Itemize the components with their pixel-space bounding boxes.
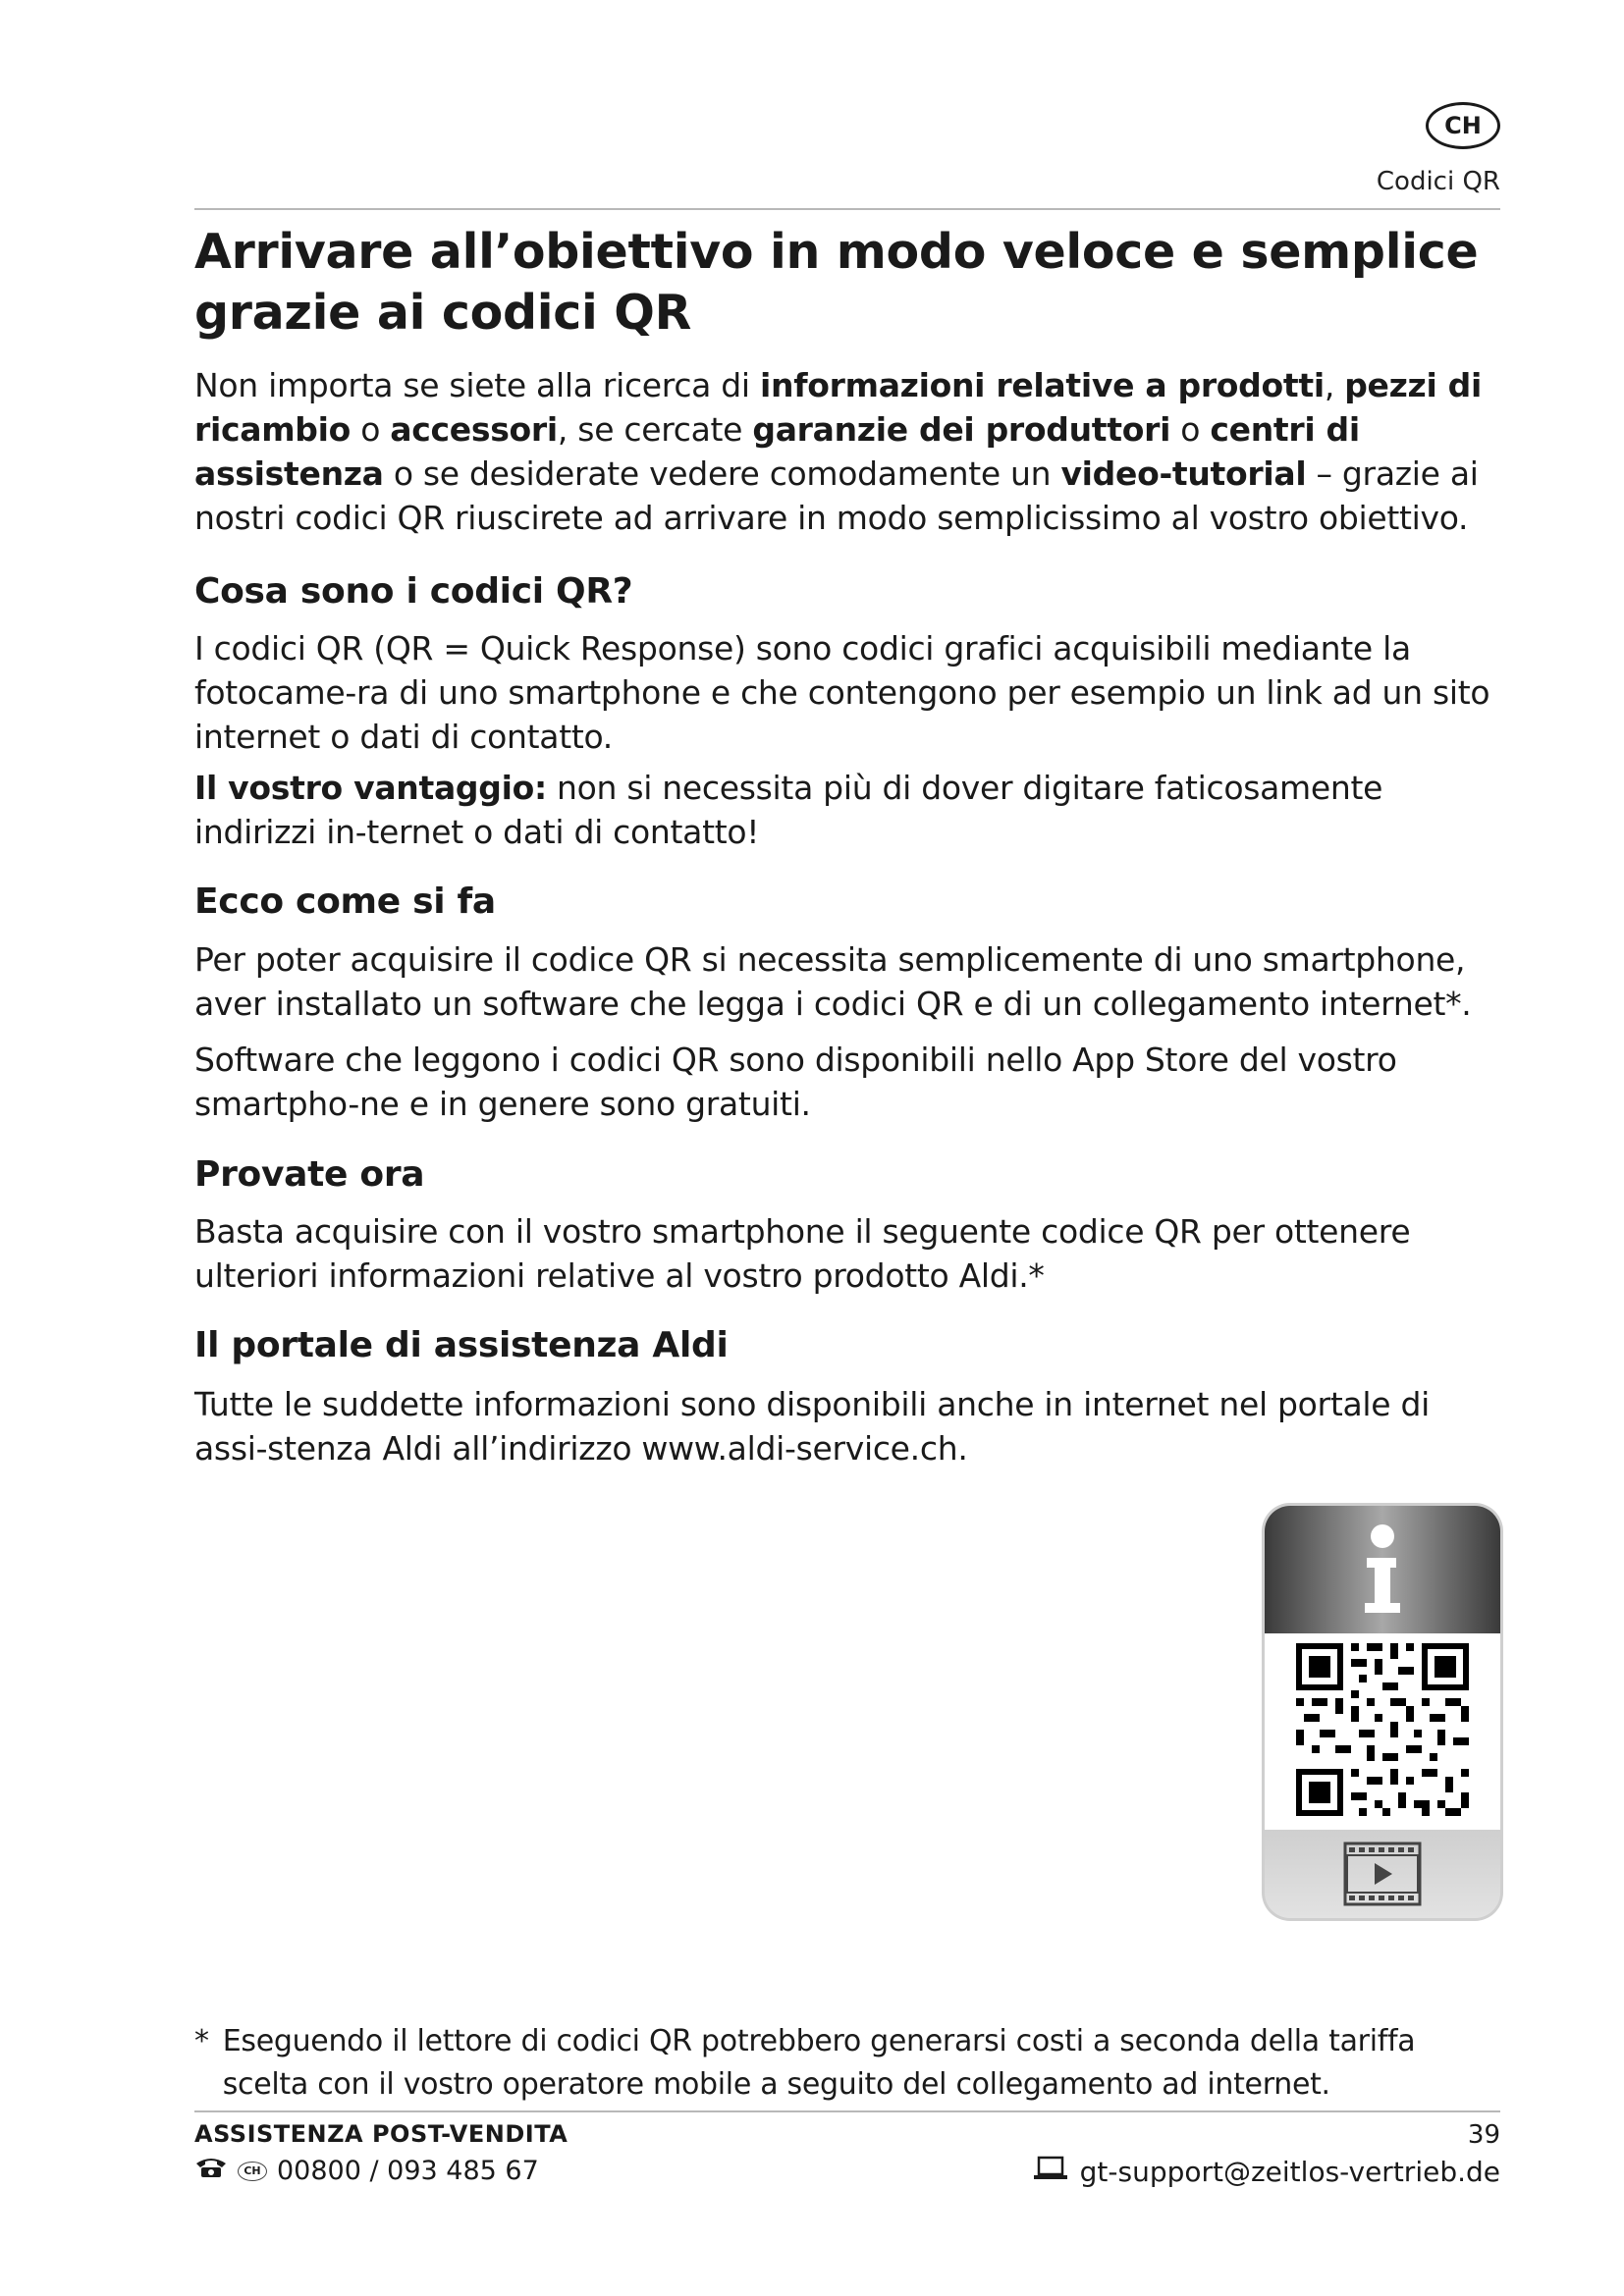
section-heading-what: Cosa sono i codici QR? xyxy=(194,571,633,612)
intro-text: , se cercate xyxy=(557,410,753,449)
video-play-icon xyxy=(1265,1830,1500,1918)
footer-phone xyxy=(194,2156,539,2186)
footer-email xyxy=(1033,2156,1500,2188)
how-paragraph-2: Software che leggono i codici QR sono disponibili nello App Store del vostro smartpho-ne e in genere sono gratuiti. xyxy=(194,1041,1397,1123)
intro-text: , xyxy=(1324,366,1345,404)
try-paragraph: Basta acquisire con il vostro smartphone il seguente codice QR per ottenere ulteriori informazioni relative al vostro prodotto Aldi.* xyxy=(194,1212,1411,1295)
header-divider xyxy=(194,208,1500,210)
advantage-paragraph xyxy=(194,766,1510,854)
qr-code xyxy=(1265,1633,1500,1830)
portal-paragraph: Tutte le suddette informazioni sono disponibili anche in internet nel portale di assi-stenza Aldi all’indirizzo www.aldi-service.ch. xyxy=(194,1385,1430,1468)
page-title: Arrivare all’obiettivo in modo veloce e semplice grazie ai codici QR xyxy=(194,224,1479,341)
footer-divider xyxy=(194,2110,1500,2112)
phone-number: 00800 / 093 485 67 xyxy=(277,2156,539,2186)
footnote-text: Eseguendo il lettore di codici QR potrebbero generarsi costi a seconda della tariffa scelta con il vostro operatore mobile a seguito del collegamento ad internet. xyxy=(222,2024,1416,2102)
footnote-marker: * xyxy=(194,2024,209,2058)
country-code: CH xyxy=(1444,112,1482,139)
intro-text: o xyxy=(1170,410,1211,449)
phone-icon xyxy=(194,2156,228,2186)
section-heading-portal: Il portale di assistenza Aldi xyxy=(194,1325,729,1365)
intro-bold-accessories: accessori xyxy=(390,410,558,449)
intro-bold-spare-parts: pezzi di ricambio xyxy=(194,366,1482,449)
intro-bold-warranties: garanzie dei produttori xyxy=(752,410,1171,449)
intro-text: – grazie ai nostri codici QR riuscirete ad arrivare in modo semplicissimo al vostro obiettivo. xyxy=(194,454,1479,537)
intro-bold-service-centers: centri di assistenza xyxy=(194,410,1360,493)
advantage-text: non si necessita più di dover digitare faticosamente indirizzi in-ternet o dati di contatto! xyxy=(194,769,1383,851)
intro-text: Non importa se siete alla ricerca di xyxy=(194,366,760,404)
email-address[interactable]: gt-support@zeitlos-vertrieb.de xyxy=(1079,2156,1500,2188)
section-heading-try: Provate ora xyxy=(194,1154,425,1195)
intro-bold-video-tutorial: video-tutorial xyxy=(1060,454,1307,493)
footer-country-badge: CH xyxy=(238,2162,267,2181)
section-label: Codici QR xyxy=(1376,167,1500,196)
what-paragraph: I codici QR (QR = Quick Response) sono codici grafici acquisibili mediante la fotocame-ra di uno smartphone e che contengono per esempio un link ad un sito internet o dati di contatto. xyxy=(194,629,1490,756)
info-icon xyxy=(1265,1506,1500,1633)
footer-title: ASSISTENZA POST-VENDITA xyxy=(194,2120,568,2148)
laptop-icon xyxy=(1033,2156,1068,2188)
intro-paragraph xyxy=(194,363,1510,540)
intro-text: o se desiderate vedere comodamente un xyxy=(383,454,1061,493)
qr-info-card xyxy=(1265,1506,1500,1918)
section-heading-how: Ecco come si fa xyxy=(194,881,496,922)
intro-bold-products: informazioni relative a prodotti xyxy=(760,366,1325,404)
intro-text: o xyxy=(351,410,391,449)
how-paragraph-1: Per poter acquisire il codice QR si necessita semplicemente di uno smartphone, aver installato un software che legga i codici QR e di un collegamento internet*. xyxy=(194,940,1472,1023)
page-number: 39 xyxy=(1467,2120,1500,2150)
advantage-label: Il vostro vantaggio: xyxy=(194,769,547,807)
country-badge xyxy=(1426,102,1500,149)
footnote xyxy=(194,2020,1500,2107)
